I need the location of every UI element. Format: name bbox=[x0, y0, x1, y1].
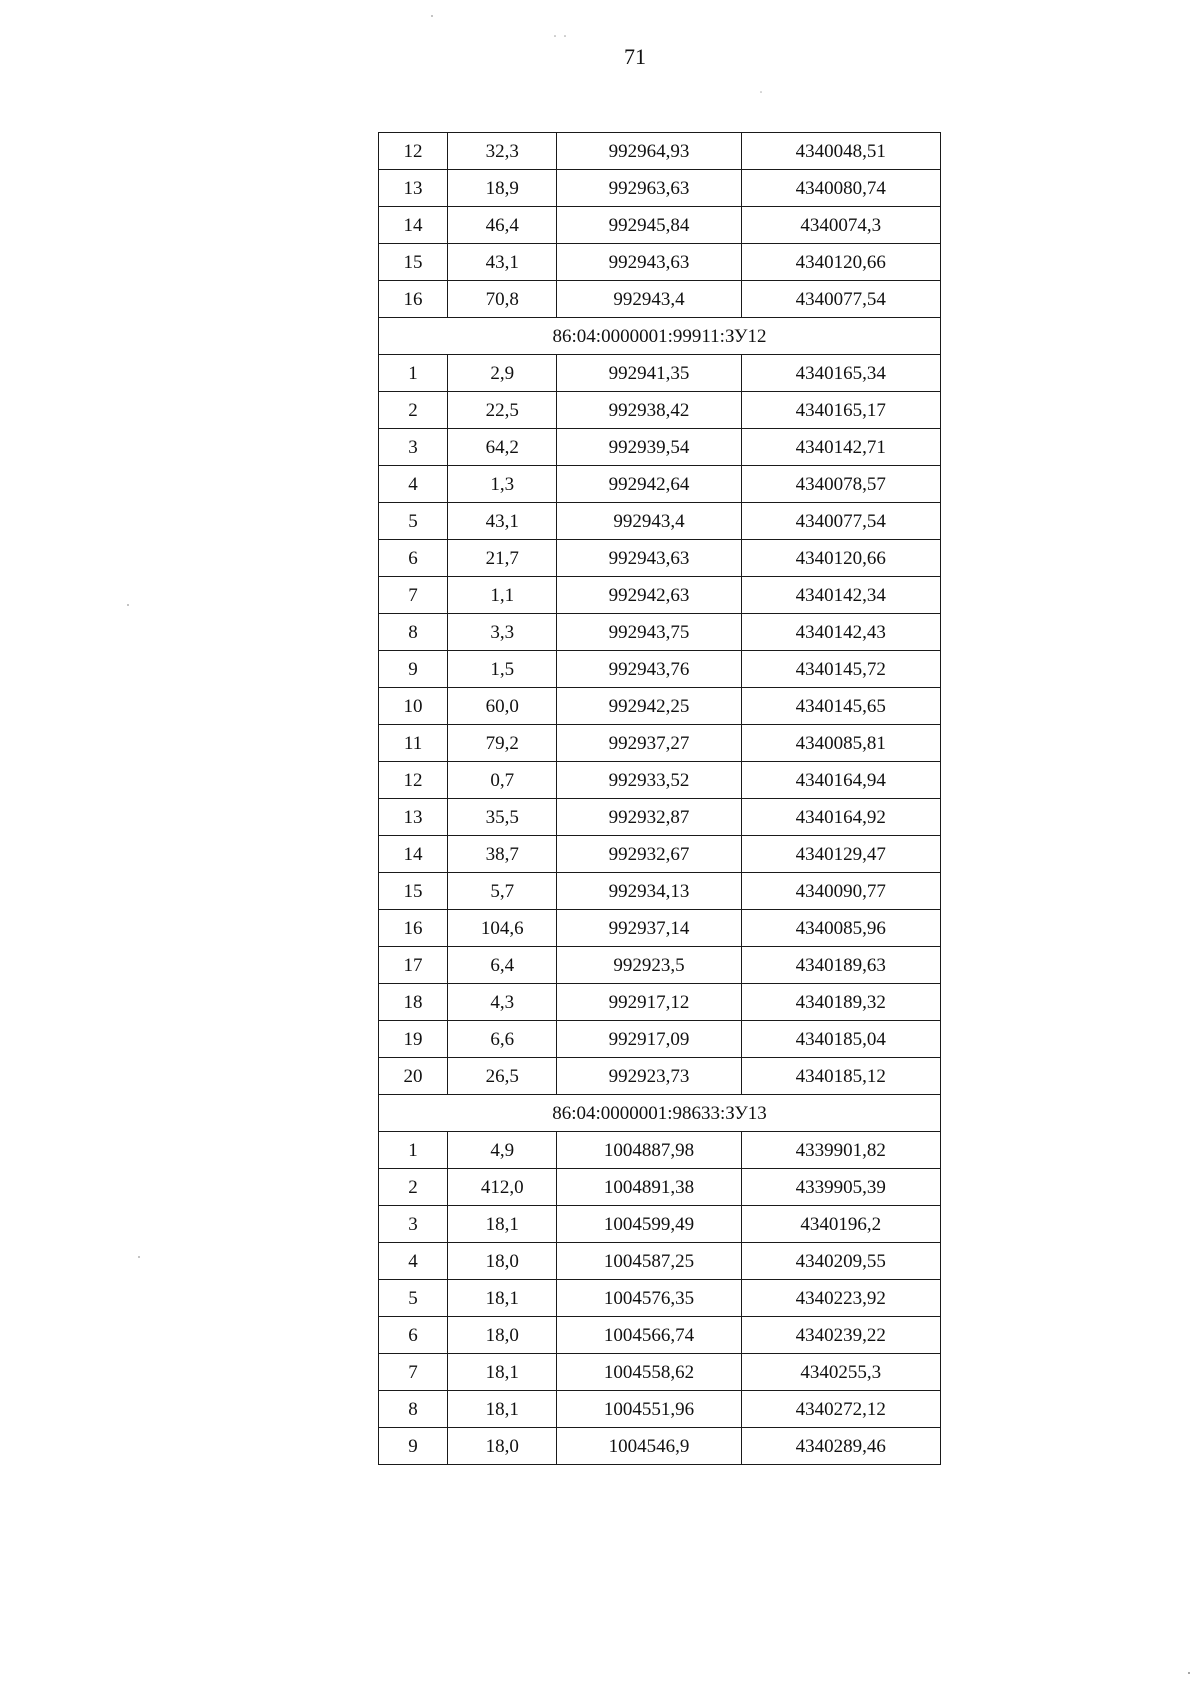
point-number-cell: 10 bbox=[379, 688, 448, 725]
point-number-cell: 19 bbox=[379, 1021, 448, 1058]
y-coordinate-cell: 4340142,43 bbox=[741, 614, 940, 651]
point-number-cell: 14 bbox=[379, 207, 448, 244]
point-number-cell: 1 bbox=[379, 1132, 448, 1169]
table-row bbox=[379, 1317, 941, 1354]
x-coordinate-cell: 992945,84 bbox=[557, 207, 741, 244]
table-row bbox=[379, 1132, 941, 1169]
table-row bbox=[379, 466, 941, 503]
table-row bbox=[379, 873, 941, 910]
length-cell: 18,0 bbox=[448, 1317, 557, 1354]
table-row bbox=[379, 762, 941, 799]
length-cell: 18,1 bbox=[448, 1354, 557, 1391]
x-coordinate-cell: 992964,93 bbox=[557, 133, 741, 170]
length-cell: 1,3 bbox=[448, 466, 557, 503]
point-number-cell: 16 bbox=[379, 281, 448, 318]
x-coordinate-cell: 992917,09 bbox=[557, 1021, 741, 1058]
x-coordinate-cell: 992943,75 bbox=[557, 614, 741, 651]
x-coordinate-cell: 1004587,25 bbox=[557, 1243, 741, 1280]
length-cell: 18,1 bbox=[448, 1206, 557, 1243]
coordinates-table bbox=[378, 132, 941, 1465]
x-coordinate-cell: 1004558,62 bbox=[557, 1354, 741, 1391]
length-cell: 18,1 bbox=[448, 1280, 557, 1317]
x-coordinate-cell: 992942,64 bbox=[557, 466, 741, 503]
point-number-cell: 11 bbox=[379, 725, 448, 762]
x-coordinate-cell: 992932,87 bbox=[557, 799, 741, 836]
y-coordinate-cell: 4340255,3 bbox=[741, 1354, 940, 1391]
length-cell: 43,1 bbox=[448, 244, 557, 281]
x-coordinate-cell: 992937,27 bbox=[557, 725, 741, 762]
table-row bbox=[379, 1206, 941, 1243]
x-coordinate-cell: 992963,63 bbox=[557, 170, 741, 207]
table-row bbox=[379, 244, 941, 281]
point-number-cell: 6 bbox=[379, 1317, 448, 1354]
page-number: 71 bbox=[624, 44, 646, 69]
y-coordinate-cell: 4340164,94 bbox=[741, 762, 940, 799]
table-row bbox=[379, 614, 941, 651]
y-coordinate-cell: 4340120,66 bbox=[741, 244, 940, 281]
x-coordinate-cell: 992923,73 bbox=[557, 1058, 741, 1095]
length-cell: 21,7 bbox=[448, 540, 557, 577]
point-number-cell: 8 bbox=[379, 614, 448, 651]
y-coordinate-cell: 4340272,12 bbox=[741, 1391, 940, 1428]
y-coordinate-cell: 4339905,39 bbox=[741, 1169, 940, 1206]
length-cell: 4,9 bbox=[448, 1132, 557, 1169]
length-cell: 22,5 bbox=[448, 392, 557, 429]
table-row bbox=[379, 503, 941, 540]
x-coordinate-cell: 992938,42 bbox=[557, 392, 741, 429]
point-number-cell: 5 bbox=[379, 503, 448, 540]
length-cell: 18,1 bbox=[448, 1391, 557, 1428]
x-coordinate-cell: 992933,52 bbox=[557, 762, 741, 799]
y-coordinate-cell: 4340090,77 bbox=[741, 873, 940, 910]
x-coordinate-cell: 1004551,96 bbox=[557, 1391, 741, 1428]
point-number-cell: 2 bbox=[379, 392, 448, 429]
x-coordinate-cell: 992942,25 bbox=[557, 688, 741, 725]
point-number-cell: 12 bbox=[379, 762, 448, 799]
x-coordinate-cell: 1004546,9 bbox=[557, 1428, 741, 1465]
length-cell: 38,7 bbox=[448, 836, 557, 873]
x-coordinate-cell: 992941,35 bbox=[557, 355, 741, 392]
x-coordinate-cell: 1004576,35 bbox=[557, 1280, 741, 1317]
point-number-cell: 9 bbox=[379, 1428, 448, 1465]
table-row bbox=[379, 1391, 941, 1428]
y-coordinate-cell: 4340085,96 bbox=[741, 910, 940, 947]
length-cell: 6,6 bbox=[448, 1021, 557, 1058]
point-number-cell: 20 bbox=[379, 1058, 448, 1095]
length-cell: 4,3 bbox=[448, 984, 557, 1021]
point-number-cell: 13 bbox=[379, 799, 448, 836]
table-row bbox=[379, 651, 941, 688]
x-coordinate-cell: 992943,4 bbox=[557, 503, 741, 540]
section-title: 86:04:0000001:99911:ЗУ12 bbox=[379, 318, 941, 355]
y-coordinate-cell: 4340239,22 bbox=[741, 1317, 940, 1354]
y-coordinate-cell: 4340085,81 bbox=[741, 725, 940, 762]
point-number-cell: 18 bbox=[379, 984, 448, 1021]
table-row bbox=[379, 910, 941, 947]
length-cell: 46,4 bbox=[448, 207, 557, 244]
x-coordinate-cell: 992942,63 bbox=[557, 577, 741, 614]
y-coordinate-cell: 4340165,17 bbox=[741, 392, 940, 429]
table-row bbox=[379, 799, 941, 836]
length-cell: 60,0 bbox=[448, 688, 557, 725]
table-row bbox=[379, 1243, 941, 1280]
length-cell: 6,4 bbox=[448, 947, 557, 984]
table-row bbox=[379, 170, 941, 207]
y-coordinate-cell: 4340077,54 bbox=[741, 281, 940, 318]
y-coordinate-cell: 4340185,04 bbox=[741, 1021, 940, 1058]
point-number-cell: 6 bbox=[379, 540, 448, 577]
length-cell: 70,8 bbox=[448, 281, 557, 318]
y-coordinate-cell: 4340048,51 bbox=[741, 133, 940, 170]
x-coordinate-cell: 992917,12 bbox=[557, 984, 741, 1021]
length-cell: 64,2 bbox=[448, 429, 557, 466]
table-row bbox=[379, 836, 941, 873]
point-number-cell: 13 bbox=[379, 170, 448, 207]
y-coordinate-cell: 4340074,3 bbox=[741, 207, 940, 244]
table-row bbox=[379, 1169, 941, 1206]
length-cell: 18,0 bbox=[448, 1243, 557, 1280]
point-number-cell: 5 bbox=[379, 1280, 448, 1317]
y-coordinate-cell: 4340189,32 bbox=[741, 984, 940, 1021]
point-number-cell: 7 bbox=[379, 577, 448, 614]
length-cell: 1,1 bbox=[448, 577, 557, 614]
x-coordinate-cell: 992932,67 bbox=[557, 836, 741, 873]
length-cell: 5,7 bbox=[448, 873, 557, 910]
y-coordinate-cell: 4340145,72 bbox=[741, 651, 940, 688]
coordinates-table-body bbox=[379, 133, 941, 1465]
table-row bbox=[379, 947, 941, 984]
length-cell: 43,1 bbox=[448, 503, 557, 540]
point-number-cell: 17 bbox=[379, 947, 448, 984]
x-coordinate-cell: 992943,76 bbox=[557, 651, 741, 688]
section-header-row bbox=[379, 318, 941, 355]
table-row bbox=[379, 725, 941, 762]
table-row bbox=[379, 133, 941, 170]
table-row bbox=[379, 281, 941, 318]
length-cell: 79,2 bbox=[448, 725, 557, 762]
x-coordinate-cell: 992923,5 bbox=[557, 947, 741, 984]
y-coordinate-cell: 4340142,34 bbox=[741, 577, 940, 614]
y-coordinate-cell: 4340129,47 bbox=[741, 836, 940, 873]
table-row bbox=[379, 1280, 941, 1317]
length-cell: 26,5 bbox=[448, 1058, 557, 1095]
table-row bbox=[379, 1428, 941, 1465]
y-coordinate-cell: 4340142,71 bbox=[741, 429, 940, 466]
point-number-cell: 9 bbox=[379, 651, 448, 688]
table-row bbox=[379, 207, 941, 244]
point-number-cell: 12 bbox=[379, 133, 448, 170]
x-coordinate-cell: 1004566,74 bbox=[557, 1317, 741, 1354]
x-coordinate-cell: 1004887,98 bbox=[557, 1132, 741, 1169]
table-row bbox=[379, 540, 941, 577]
y-coordinate-cell: 4340223,92 bbox=[741, 1280, 940, 1317]
table-row bbox=[379, 1021, 941, 1058]
point-number-cell: 7 bbox=[379, 1354, 448, 1391]
point-number-cell: 14 bbox=[379, 836, 448, 873]
table-row bbox=[379, 984, 941, 1021]
y-coordinate-cell: 4340185,12 bbox=[741, 1058, 940, 1095]
x-coordinate-cell: 992937,14 bbox=[557, 910, 741, 947]
length-cell: 104,6 bbox=[448, 910, 557, 947]
y-coordinate-cell: 4340077,54 bbox=[741, 503, 940, 540]
table-row bbox=[379, 1354, 941, 1391]
table-row bbox=[379, 429, 941, 466]
point-number-cell: 4 bbox=[379, 1243, 448, 1280]
x-coordinate-cell: 992943,63 bbox=[557, 540, 741, 577]
length-cell: 35,5 bbox=[448, 799, 557, 836]
table-row bbox=[379, 1058, 941, 1095]
y-coordinate-cell: 4340289,46 bbox=[741, 1428, 940, 1465]
table-row bbox=[379, 688, 941, 725]
table-row bbox=[379, 355, 941, 392]
table-row bbox=[379, 392, 941, 429]
y-coordinate-cell: 4340145,65 bbox=[741, 688, 940, 725]
point-number-cell: 15 bbox=[379, 244, 448, 281]
x-coordinate-cell: 1004891,38 bbox=[557, 1169, 741, 1206]
length-cell: 412,0 bbox=[448, 1169, 557, 1206]
length-cell: 3,3 bbox=[448, 614, 557, 651]
point-number-cell: 3 bbox=[379, 1206, 448, 1243]
x-coordinate-cell: 992943,4 bbox=[557, 281, 741, 318]
x-coordinate-cell: 992943,63 bbox=[557, 244, 741, 281]
point-number-cell: 4 bbox=[379, 466, 448, 503]
y-coordinate-cell: 4340189,63 bbox=[741, 947, 940, 984]
section-title: 86:04:0000001:98633:ЗУ13 bbox=[379, 1095, 941, 1132]
x-coordinate-cell: 1004599,49 bbox=[557, 1206, 741, 1243]
point-number-cell: 8 bbox=[379, 1391, 448, 1428]
y-coordinate-cell: 4340078,57 bbox=[741, 466, 940, 503]
length-cell: 0,7 bbox=[448, 762, 557, 799]
point-number-cell: 15 bbox=[379, 873, 448, 910]
length-cell: 2,9 bbox=[448, 355, 557, 392]
length-cell: 18,9 bbox=[448, 170, 557, 207]
y-coordinate-cell: 4339901,82 bbox=[741, 1132, 940, 1169]
y-coordinate-cell: 4340196,2 bbox=[741, 1206, 940, 1243]
point-number-cell: 16 bbox=[379, 910, 448, 947]
y-coordinate-cell: 4340209,55 bbox=[741, 1243, 940, 1280]
length-cell: 1,5 bbox=[448, 651, 557, 688]
table-row bbox=[379, 577, 941, 614]
section-header-row bbox=[379, 1095, 941, 1132]
y-coordinate-cell: 4340080,74 bbox=[741, 170, 940, 207]
length-cell: 32,3 bbox=[448, 133, 557, 170]
length-cell: 18,0 bbox=[448, 1428, 557, 1465]
x-coordinate-cell: 992934,13 bbox=[557, 873, 741, 910]
point-number-cell: 2 bbox=[379, 1169, 448, 1206]
y-coordinate-cell: 4340120,66 bbox=[741, 540, 940, 577]
point-number-cell: 1 bbox=[379, 355, 448, 392]
point-number-cell: 3 bbox=[379, 429, 448, 466]
x-coordinate-cell: 992939,54 bbox=[557, 429, 741, 466]
y-coordinate-cell: 4340165,34 bbox=[741, 355, 940, 392]
y-coordinate-cell: 4340164,92 bbox=[741, 799, 940, 836]
